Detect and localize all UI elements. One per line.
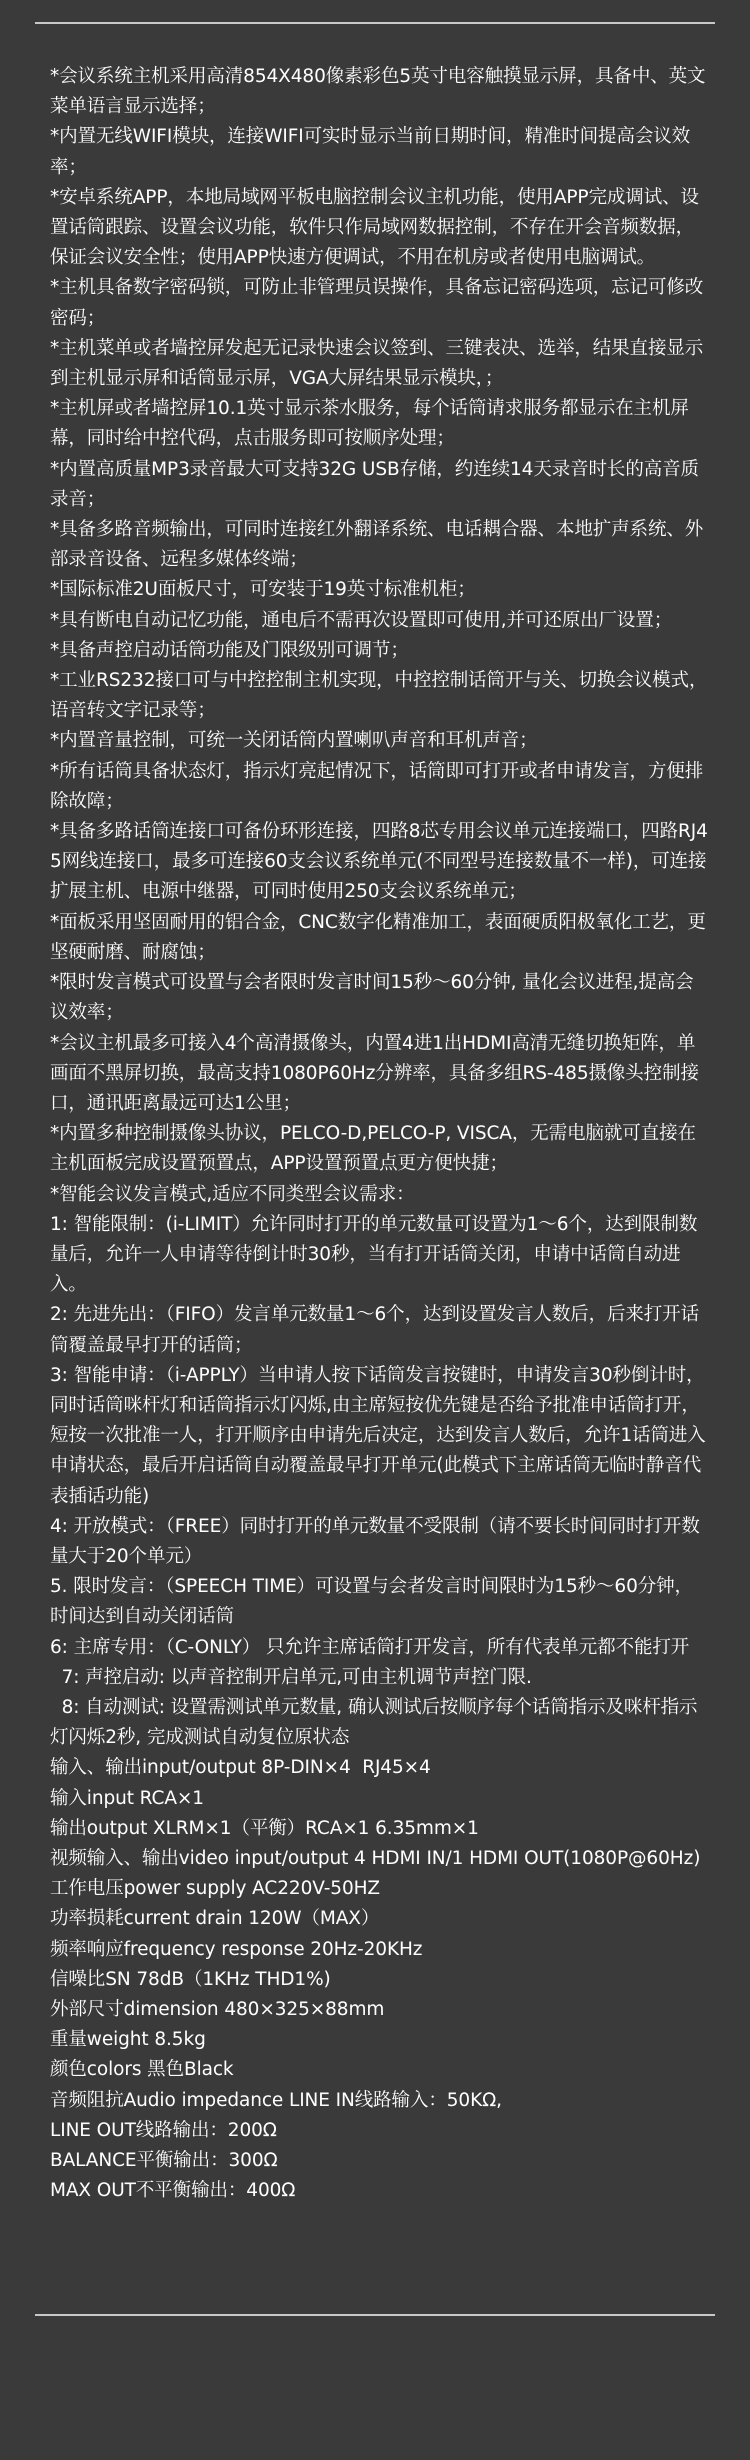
spec-line: *工业RS232接口可与中控控制主机实现，中控控制话筒开与关、切换会议模式，语音转文字记录等； [50,670,708,722]
spec-line: *智能会议发言模式,适应不同类型会议需求： [50,1183,415,1205]
spec-line: *具备多路音频输出，可同时连接红外翻译系统、电话耦合器、本地扩声系统、外部录音设备、远程多媒体终端； [50,519,704,571]
param-line: 输出output XLRM×1（平衡）RCA×1 6.35mm×1 [50,1817,479,1839]
param-line: 频率响应frequency response 20Hz-20KHz [50,1938,423,1960]
spec-line: *具备声控启动话筒功能及门限级别可调节； [50,639,409,661]
mode-line: 5. 限时发言：（SPEECH TIME）可设置与会者发言时间限时为15秒～60分钟，时间达到自动关闭话筒 [50,1576,693,1628]
spec-line: *国际标准2U面板尺寸，可安装于19英寸标准机柜； [50,579,476,601]
spec-line: *内置高质量MP3录音最大可支持32G USB存储，约连续14天录音时长的高音质录音； [50,458,699,510]
mode-line: 8: 自动测试: 设置需测试单元数量, 确认测试后按顺序每个话筒指示及咪杆指示灯闪烁2秒, 完成测试自动复位原状态 [50,1696,698,1749]
spec-line: *所有话筒具备状态灯，指示灯亮起情况下，话筒即可打开或者申请发言，方便排除故障； [50,760,704,812]
param-line: 颜色colors 黑色Black [50,2059,234,2081]
param-line: BALANCE平衡输出：300Ω [50,2150,278,2172]
param-line: 输入input RCA×1 [50,1787,204,1809]
mode-line: 6: 主席专用：（C-ONLY） 只允许主席话筒打开发言，所有代表单元都不能打开 [50,1636,690,1658]
spec-line: *主机屏或者墙控屏10.1英寸显示茶水服务，每个话筒请求服务都显示在主机屏幕，同时给中控代码，点击服务即可按顺序处理； [50,398,689,450]
param-line: 功率损耗current drain 120W（MAX） [50,1908,380,1930]
spec-line: *会议主机最多可接入4个高清摄像头，内置4进1出HDMI高清无缝切换矩阵，单画面不黑屏切换，最高支持1080P60Hz分辨率，具备多组RS-485摄像头控制接口，通讯距离最远可达1公里； [50,1032,699,1114]
bottom-divider [35,2314,715,2316]
spec-line: *内置无线WIFI模块，连接WIFI可实时显示当前日期时间，精准时间提高会议效率； [50,126,691,178]
param-line: 工作电压power supply AC220V-50HZ [50,1878,381,1900]
spec-line: *面板采用坚固耐用的铝合金，CNC数字化精准加工，表面硬质阳极氧化工艺，更坚硬耐磨、耐腐蚀； [50,911,706,963]
spec-line: *会议系统主机采用高清854X480像素彩色5英寸电容触摸显示屏，具备中、英文菜单语言显示选择； [50,66,706,118]
mode-line: 3: 智能申请：（i-APPLY）当申请人按下话筒发言按键时，申请发言30秒倒计时，同时话筒咪杆灯和话筒指示灯闪烁,由主席短按优先键是否给予批准申话筒打开，短按一次批准一人，打开顺序由申请先后决定，达到发言人数后，允许1话筒进入申请状态，最后开启话筒自动覆盖最早打开单元(此模式下主席话筒无临时静音代表插话功能) [50,1364,706,1507]
param-line: LINE OUT线路输出：200Ω [50,2119,277,2141]
mode-line: 2: 先进先出：（FIFO）发言单元数量1～6个，达到设置发言人数后，后来打开话筒覆盖最早打开的话筒； [50,1304,699,1356]
param-line: 输入、输出input/output 8P-DIN×4 RJ45×4 [50,1757,431,1779]
mode-line: 4: 开放模式：（FREE）同时打开的单元数量不受限制（请不要长时间同时打开数量大于20个单元） [50,1515,700,1567]
mode-line: 1: 智能限制：(i-LIMIT）允许同时打开的单元数量可设置为1～6个，达到限制数量后，允许一人申请等待倒计时30秒，当有打开话筒关闭，申请中话筒自动进入。 [50,1213,698,1296]
spec-line: *内置多种控制摄像头协议，PELCO-D,PELCO-P, VISCA，无需电脑就可直接在主机面板完成设置预置点，APP设置预置点更方便快捷； [50,1123,696,1175]
param-line: 音频阻抗Audio impedance LINE IN线路输入：50KΩ, [50,2089,502,2111]
spec-line: *限时发言模式可设置与会者限时发言时间15秒～60分钟, 量化会议进程,提高会议效率； [50,972,694,1024]
param-line: 外部尺寸dimension 480×325×88mm [50,1999,385,2020]
param-line: 视频输入、输出video input/output 4 HDMI IN/1 HDMI OUT(1080P@60Hz) [50,1847,701,1869]
spec-line: *安卓系统APP，本地局域网平板电脑控制会议主机功能，使用APP完成调试、设置话筒跟踪、设置会议功能，软件只作局域网数据控制，不存在开会音频数据，保证会议安全性；使用APP快速方便调试，不用在机房或者使用电脑调试。 [50,186,699,269]
top-divider [35,22,715,24]
param-line: 信噪比SN 78dB（1KHz THD1%) [50,1968,331,1990]
param-line: MAX OUT不平衡输出：400Ω [50,2180,296,2202]
spec-line: *具备多路话筒连接口可备份环形连接，四路8芯专用会议单元连接端口，四路RJ45网线连接口，最多可连接60支会议系统单元(不同型号连接数量不一样)，可连接扩展主机、电源中继器，可同时使用250支会议系统单元； [50,821,708,903]
spec-line: *具有断电自动记忆功能，通电后不需再次设置即可使用,并可还原出厂设置； [50,609,673,631]
spec-line: *内置音量控制，可统一关闭话筒内置喇叭声音和耳机声音； [50,730,538,752]
mode-line: 7: 声控启动: 以声音控制开启单元,可由主机调节声控门限. [50,1666,532,1688]
param-line: 重量weight 8.5kg [50,2029,206,2051]
spec-text-block [50,62,710,2206]
spec-line: *主机菜单或者墙控屏发起无记录快速会议签到、三键表决、选举，结果直接显示到主机显示屏和话筒显示屏，VGA大屏结果显示模块，； [50,337,704,390]
spec-line: *主机具备数字密码锁，可防止非管理员误操作，具备忘记密码选项，忘记可修改密码； [50,277,704,329]
